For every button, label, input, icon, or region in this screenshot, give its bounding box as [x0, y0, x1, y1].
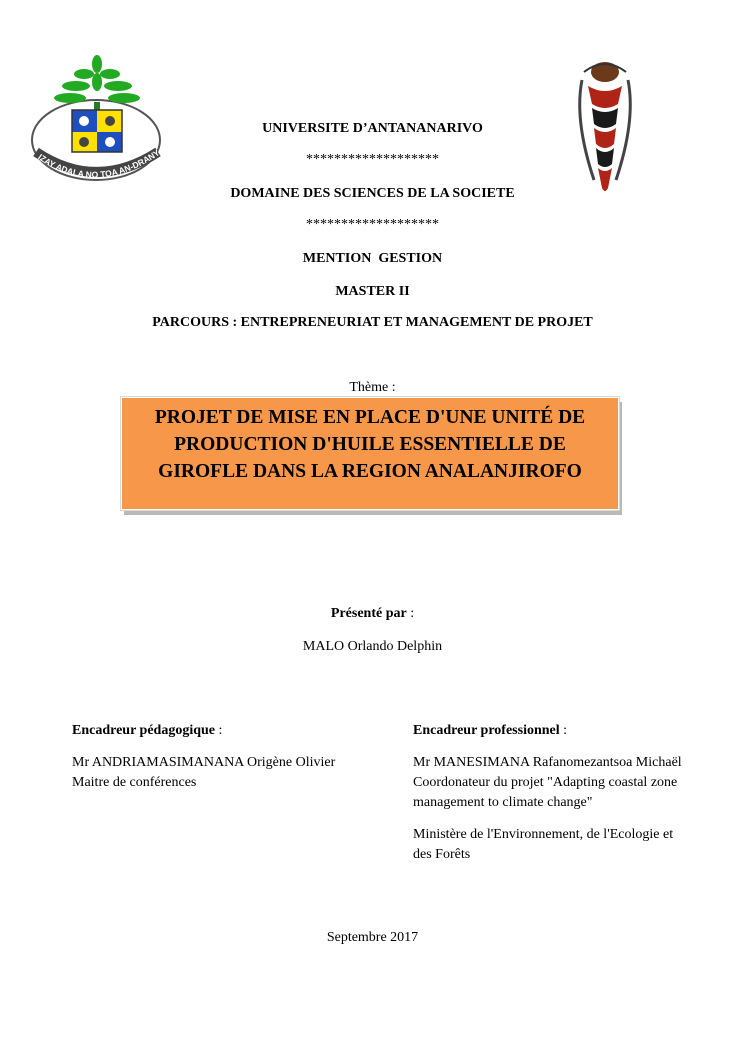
presented-by: [0, 606, 745, 622]
pedagogical-title: Maitre de conférences: [72, 775, 197, 790]
author-name: MALO Orlando Delphin: [302, 639, 443, 654]
professional-title: Coordonateur du projet "Adapting coastal zone management to climate change": [413, 775, 678, 810]
theme-box: [121, 397, 619, 510]
theme-title: PROJET DE MISE EN PLACE D'UNE UNITÉ DE PRODUCTION D'HUILE ESSENTIELLE DE GIROFLE DANS LA REGION ANALANJIROFO: [154, 407, 586, 482]
date: Septembre 2017: [326, 930, 419, 945]
professional-name: Mr MANESIMANA Rafanomezantsoa Michaël: [413, 755, 682, 770]
mention: MENTION GESTION: [302, 251, 443, 266]
theme-label: Thème :: [349, 380, 396, 395]
pedagogical-label: Encadreur pédagogique: [72, 723, 216, 738]
pedagogical-supervisor: Encadreur pédagogique : Mr ANDRIAMASIMANANA Origène Olivier Maitre de conférences: [72, 721, 342, 793]
crest-motto: IZAY ADALA NO TOA AN-DRANY: [36, 147, 162, 180]
separator: *******************: [306, 217, 439, 232]
parcours: PARCOURS : ENTREPRENEURIAT ET MANAGEMENT DE PROJET: [152, 315, 593, 330]
separator: *******************: [306, 152, 439, 167]
presented-label: Présenté par: [330, 606, 407, 621]
university-name: UNIVERSITE D’ANTANANARIVO: [262, 121, 483, 136]
professional-label: Encadreur professionnel: [413, 723, 560, 738]
professional-institution: Ministère de l'Environnement, de l'Ecologie et des Forêts: [413, 827, 674, 862]
presented-colon: :: [406, 606, 415, 621]
master-level: MASTER II: [335, 284, 410, 299]
domain-name: DOMAINE DES SCIENCES DE LA SOCIETE: [230, 186, 515, 201]
pedagogical-name: Mr ANDRIAMASIMANANA Origène Olivier: [72, 755, 336, 770]
professional-supervisor: Encadreur professionnel : Mr MANESIMANA Rafanomezantsoa Michaël Coordonateur du projet "Adapting coastal zone management to climate change" Ministère de l'Environnement, de l'Ecologie et des Forêts: [413, 721, 693, 865]
